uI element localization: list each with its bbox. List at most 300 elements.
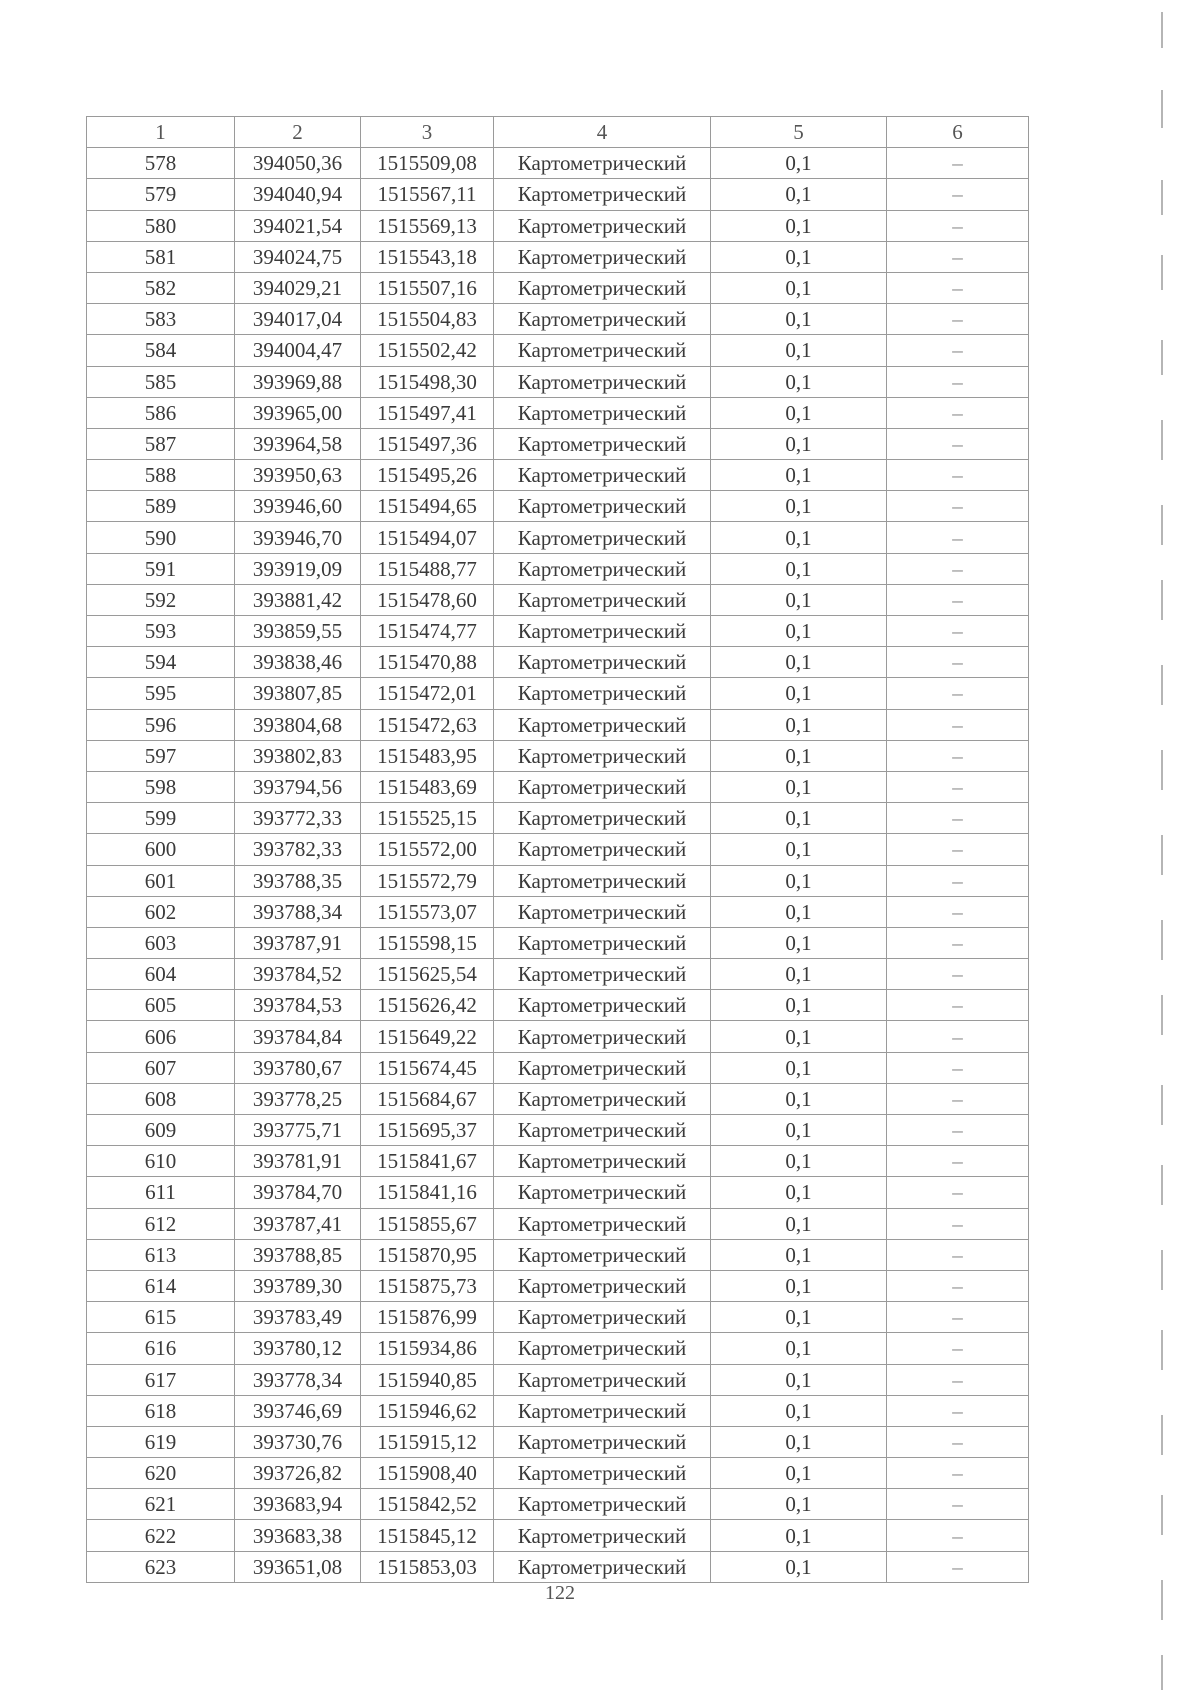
table-row bbox=[87, 491, 1029, 522]
table-cell: 598 bbox=[87, 771, 235, 802]
column-header: 4 bbox=[494, 117, 711, 148]
table-cell: 0,1 bbox=[711, 1270, 887, 1301]
table-cell: 1515934,86 bbox=[361, 1333, 494, 1364]
table-cell: 1515497,36 bbox=[361, 428, 494, 459]
table-cell: 1515842,52 bbox=[361, 1489, 494, 1520]
table-cell: Картометрический bbox=[494, 1208, 711, 1239]
table-cell: Картометрический bbox=[494, 1551, 711, 1582]
table-cell: 393780,67 bbox=[235, 1052, 361, 1083]
table-cell: 393778,34 bbox=[235, 1364, 361, 1395]
table-cell: – bbox=[887, 990, 1029, 1021]
table-cell: 393881,42 bbox=[235, 584, 361, 615]
table-cell: 582 bbox=[87, 272, 235, 303]
table-cell: – bbox=[887, 1426, 1029, 1457]
table-cell: Картометрический bbox=[494, 1364, 711, 1395]
table-cell: 613 bbox=[87, 1239, 235, 1270]
table-cell: 393794,56 bbox=[235, 771, 361, 802]
table-cell: – bbox=[887, 366, 1029, 397]
table-cell: 586 bbox=[87, 397, 235, 428]
table-cell: 393683,94 bbox=[235, 1489, 361, 1520]
table-cell: 618 bbox=[87, 1395, 235, 1426]
table-cell: 393788,85 bbox=[235, 1239, 361, 1270]
table-cell: 0,1 bbox=[711, 1083, 887, 1114]
table-cell: – bbox=[887, 647, 1029, 678]
table-cell: 393946,60 bbox=[235, 491, 361, 522]
table-cell: 578 bbox=[87, 148, 235, 179]
table-cell: 1515870,95 bbox=[361, 1239, 494, 1270]
table-cell: 1515915,12 bbox=[361, 1426, 494, 1457]
table-row bbox=[87, 1458, 1029, 1489]
table-cell: 393964,58 bbox=[235, 428, 361, 459]
table-cell: Картометрический bbox=[494, 896, 711, 927]
table-cell: 599 bbox=[87, 803, 235, 834]
table-cell: Картометрический bbox=[494, 1146, 711, 1177]
table-cell: Картометрический bbox=[494, 272, 711, 303]
table-cell: Картометрический bbox=[494, 803, 711, 834]
table-cell: 0,1 bbox=[711, 959, 887, 990]
table-cell: – bbox=[887, 491, 1029, 522]
table-cell: Картометрический bbox=[494, 460, 711, 491]
table-row bbox=[87, 428, 1029, 459]
table-cell: – bbox=[887, 584, 1029, 615]
table-cell: 591 bbox=[87, 553, 235, 584]
table-cell: – bbox=[887, 179, 1029, 210]
table-row bbox=[87, 366, 1029, 397]
table-cell: 1515946,62 bbox=[361, 1395, 494, 1426]
table-cell: 393746,69 bbox=[235, 1395, 361, 1426]
table-cell: 584 bbox=[87, 335, 235, 366]
table-cell: – bbox=[887, 1146, 1029, 1177]
table-cell: Картометрический bbox=[494, 1458, 711, 1489]
table-cell: 0,1 bbox=[711, 865, 887, 896]
table-cell: Картометрический bbox=[494, 428, 711, 459]
table-row bbox=[87, 1426, 1029, 1457]
table-row bbox=[87, 335, 1029, 366]
table-cell: Картометрический bbox=[494, 1333, 711, 1364]
table-cell: 393950,63 bbox=[235, 460, 361, 491]
table-cell: Картометрический bbox=[494, 616, 711, 647]
table-cell: 1515502,42 bbox=[361, 335, 494, 366]
table-cell: 0,1 bbox=[711, 272, 887, 303]
table-row bbox=[87, 927, 1029, 958]
table-cell: Картометрический bbox=[494, 1426, 711, 1457]
table-body bbox=[87, 148, 1029, 1583]
table-cell: 623 bbox=[87, 1551, 235, 1582]
table-cell: 394017,04 bbox=[235, 304, 361, 335]
table-cell: Картометрический bbox=[494, 647, 711, 678]
table-cell: 593 bbox=[87, 616, 235, 647]
table-cell: – bbox=[887, 1052, 1029, 1083]
table-row bbox=[87, 1520, 1029, 1551]
table-cell: 0,1 bbox=[711, 1364, 887, 1395]
table-cell: – bbox=[887, 1395, 1029, 1426]
table-row bbox=[87, 1146, 1029, 1177]
table-cell: 0,1 bbox=[711, 491, 887, 522]
table-cell: 600 bbox=[87, 834, 235, 865]
table-row bbox=[87, 522, 1029, 553]
table-cell: 579 bbox=[87, 179, 235, 210]
table-row bbox=[87, 553, 1029, 584]
table-cell: 1515504,83 bbox=[361, 304, 494, 335]
table-cell: 393772,33 bbox=[235, 803, 361, 834]
table-cell: 393651,08 bbox=[235, 1551, 361, 1582]
table-row bbox=[87, 1333, 1029, 1364]
column-header: 5 bbox=[711, 117, 887, 148]
table-cell: 393946,70 bbox=[235, 522, 361, 553]
table-cell: Картометрический bbox=[494, 179, 711, 210]
table-cell: 1515509,08 bbox=[361, 148, 494, 179]
table-cell: 0,1 bbox=[711, 1333, 887, 1364]
table-cell: 0,1 bbox=[711, 522, 887, 553]
table-row bbox=[87, 896, 1029, 927]
table-cell: 393784,52 bbox=[235, 959, 361, 990]
table-cell: Картометрический bbox=[494, 1489, 711, 1520]
table-row bbox=[87, 1302, 1029, 1333]
table-row bbox=[87, 460, 1029, 491]
table-cell: 0,1 bbox=[711, 896, 887, 927]
table-cell: 602 bbox=[87, 896, 235, 927]
table-cell: – bbox=[887, 740, 1029, 771]
table-cell: – bbox=[887, 1021, 1029, 1052]
table-cell: 596 bbox=[87, 709, 235, 740]
table-cell: Картометрический bbox=[494, 678, 711, 709]
table-cell: 1515478,60 bbox=[361, 584, 494, 615]
table-cell: 1515470,88 bbox=[361, 647, 494, 678]
table-cell: 609 bbox=[87, 1115, 235, 1146]
table-cell: Картометрический bbox=[494, 990, 711, 1021]
table-row bbox=[87, 148, 1029, 179]
table-row bbox=[87, 1364, 1029, 1395]
page-number: 122 bbox=[545, 1582, 575, 1604]
table-cell: 1515497,41 bbox=[361, 397, 494, 428]
table-cell: 393789,30 bbox=[235, 1270, 361, 1301]
table-row bbox=[87, 1177, 1029, 1208]
table-cell: 393730,76 bbox=[235, 1426, 361, 1457]
table-row bbox=[87, 709, 1029, 740]
table-cell: 393726,82 bbox=[235, 1458, 361, 1489]
table-cell: 608 bbox=[87, 1083, 235, 1114]
table-cell: Картометрический bbox=[494, 1270, 711, 1301]
table-cell: 0,1 bbox=[711, 1146, 887, 1177]
table-cell: 1515573,07 bbox=[361, 896, 494, 927]
table-cell: 393781,91 bbox=[235, 1146, 361, 1177]
table-cell: Картометрический bbox=[494, 709, 711, 740]
table-cell: Картометрический bbox=[494, 1177, 711, 1208]
table-cell: 1515855,67 bbox=[361, 1208, 494, 1239]
table-cell: Картометрический bbox=[494, 927, 711, 958]
table-cell: 0,1 bbox=[711, 803, 887, 834]
table-cell: 1515940,85 bbox=[361, 1364, 494, 1395]
table-cell: Картометрический bbox=[494, 1083, 711, 1114]
table-cell: Картометрический bbox=[494, 584, 711, 615]
table-cell: 393807,85 bbox=[235, 678, 361, 709]
table-cell: 393965,00 bbox=[235, 397, 361, 428]
table-cell: 588 bbox=[87, 460, 235, 491]
table-cell: – bbox=[887, 896, 1029, 927]
table-cell: Картометрический bbox=[494, 771, 711, 802]
table-cell: 0,1 bbox=[711, 428, 887, 459]
table-cell: 1515841,16 bbox=[361, 1177, 494, 1208]
table-cell: – bbox=[887, 210, 1029, 241]
table-cell: 1515572,00 bbox=[361, 834, 494, 865]
table-cell: 580 bbox=[87, 210, 235, 241]
table-cell: – bbox=[887, 1177, 1029, 1208]
table-cell: 0,1 bbox=[711, 241, 887, 272]
table-row bbox=[87, 616, 1029, 647]
table-cell: 393788,35 bbox=[235, 865, 361, 896]
table-row bbox=[87, 1395, 1029, 1426]
table-cell: 1515494,07 bbox=[361, 522, 494, 553]
table-cell: – bbox=[887, 1239, 1029, 1270]
table-cell: 0,1 bbox=[711, 1208, 887, 1239]
table-cell: 583 bbox=[87, 304, 235, 335]
table-cell: 393782,33 bbox=[235, 834, 361, 865]
table-row bbox=[87, 803, 1029, 834]
table-cell: 393787,41 bbox=[235, 1208, 361, 1239]
table-cell: 0,1 bbox=[711, 148, 887, 179]
table-cell: – bbox=[887, 241, 1029, 272]
table-cell: 393683,38 bbox=[235, 1520, 361, 1551]
table-cell: – bbox=[887, 522, 1029, 553]
table-cell: 393787,91 bbox=[235, 927, 361, 958]
table-cell: Картометрический bbox=[494, 740, 711, 771]
table-cell: 0,1 bbox=[711, 927, 887, 958]
table-cell: 0,1 bbox=[711, 1551, 887, 1582]
table-row bbox=[87, 1551, 1029, 1582]
table-cell: 0,1 bbox=[711, 740, 887, 771]
table-cell: – bbox=[887, 304, 1029, 335]
table-cell: 617 bbox=[87, 1364, 235, 1395]
table-cell: – bbox=[887, 553, 1029, 584]
table-cell: 615 bbox=[87, 1302, 235, 1333]
table-cell: 601 bbox=[87, 865, 235, 896]
table-cell: – bbox=[887, 959, 1029, 990]
table-cell: 1515543,18 bbox=[361, 241, 494, 272]
table-cell: 0,1 bbox=[711, 1021, 887, 1052]
table-cell: 1515507,16 bbox=[361, 272, 494, 303]
table-cell: 1515569,13 bbox=[361, 210, 494, 241]
table-cell: 597 bbox=[87, 740, 235, 771]
table-cell: 393775,71 bbox=[235, 1115, 361, 1146]
table-cell: 1515488,77 bbox=[361, 553, 494, 584]
table-cell: – bbox=[887, 1302, 1029, 1333]
table-row bbox=[87, 241, 1029, 272]
table-cell: 0,1 bbox=[711, 1115, 887, 1146]
table-cell: 620 bbox=[87, 1458, 235, 1489]
column-header: 2 bbox=[235, 117, 361, 148]
table-row bbox=[87, 959, 1029, 990]
table-row bbox=[87, 990, 1029, 1021]
table-cell: 1515908,40 bbox=[361, 1458, 494, 1489]
table-cell: 393919,09 bbox=[235, 553, 361, 584]
table-cell: 0,1 bbox=[711, 771, 887, 802]
table-cell: 0,1 bbox=[711, 553, 887, 584]
table-cell: 394004,47 bbox=[235, 335, 361, 366]
table-cell: 1515498,30 bbox=[361, 366, 494, 397]
table-cell: 393780,12 bbox=[235, 1333, 361, 1364]
table-cell: Картометрический bbox=[494, 1395, 711, 1426]
table-cell: 393778,25 bbox=[235, 1083, 361, 1114]
table-cell: 394040,94 bbox=[235, 179, 361, 210]
table-cell: 394024,75 bbox=[235, 241, 361, 272]
table-cell: Картометрический bbox=[494, 522, 711, 553]
table-cell: 1515626,42 bbox=[361, 990, 494, 1021]
table-cell: 1515495,26 bbox=[361, 460, 494, 491]
table-cell: 590 bbox=[87, 522, 235, 553]
table-cell: Картометрический bbox=[494, 959, 711, 990]
column-header: 6 bbox=[887, 117, 1029, 148]
table-cell: 0,1 bbox=[711, 210, 887, 241]
table-cell: 614 bbox=[87, 1270, 235, 1301]
table-cell: 394050,36 bbox=[235, 148, 361, 179]
table-cell: 611 bbox=[87, 1177, 235, 1208]
table-cell: 1515841,67 bbox=[361, 1146, 494, 1177]
table-row bbox=[87, 1115, 1029, 1146]
table-row bbox=[87, 771, 1029, 802]
table-cell: – bbox=[887, 1208, 1029, 1239]
table-cell: – bbox=[887, 1364, 1029, 1395]
table-cell: 0,1 bbox=[711, 616, 887, 647]
table-cell: 393838,46 bbox=[235, 647, 361, 678]
scan-edge-marks bbox=[1150, 0, 1190, 1698]
column-header: 1 bbox=[87, 117, 235, 148]
table-cell: – bbox=[887, 1270, 1029, 1301]
table-row bbox=[87, 1208, 1029, 1239]
table-cell: 1515572,79 bbox=[361, 865, 494, 896]
table-cell: 0,1 bbox=[711, 1458, 887, 1489]
table-cell: – bbox=[887, 709, 1029, 740]
table-cell: 581 bbox=[87, 241, 235, 272]
table-cell: 0,1 bbox=[711, 1426, 887, 1457]
table-cell: 393784,70 bbox=[235, 1177, 361, 1208]
table-cell: 1515649,22 bbox=[361, 1021, 494, 1052]
table-cell: 0,1 bbox=[711, 990, 887, 1021]
table-cell: 1515684,67 bbox=[361, 1083, 494, 1114]
table-cell: 0,1 bbox=[711, 647, 887, 678]
table-cell: – bbox=[887, 927, 1029, 958]
table-cell: 610 bbox=[87, 1146, 235, 1177]
table-cell: – bbox=[887, 1115, 1029, 1146]
table-row bbox=[87, 397, 1029, 428]
table-cell: 0,1 bbox=[711, 1052, 887, 1083]
table-cell: 604 bbox=[87, 959, 235, 990]
table-cell: 594 bbox=[87, 647, 235, 678]
table-cell: 1515845,12 bbox=[361, 1520, 494, 1551]
table-row bbox=[87, 179, 1029, 210]
table-cell: 1515474,77 bbox=[361, 616, 494, 647]
table-cell: 1515525,15 bbox=[361, 803, 494, 834]
table-cell: 1515625,54 bbox=[361, 959, 494, 990]
table-row bbox=[87, 304, 1029, 335]
table-cell: Картометрический bbox=[494, 397, 711, 428]
table-cell: 607 bbox=[87, 1052, 235, 1083]
table-cell: 1515853,03 bbox=[361, 1551, 494, 1582]
table-cell: – bbox=[887, 865, 1029, 896]
table-cell: 0,1 bbox=[711, 366, 887, 397]
table-cell: 393804,68 bbox=[235, 709, 361, 740]
table-cell: 612 bbox=[87, 1208, 235, 1239]
table-cell: 0,1 bbox=[711, 1520, 887, 1551]
table-cell: 0,1 bbox=[711, 1395, 887, 1426]
table-cell: Картометрический bbox=[494, 1021, 711, 1052]
table-cell: Картометрический bbox=[494, 1239, 711, 1270]
table-cell: Картометрический bbox=[494, 210, 711, 241]
table-cell: 1515875,73 bbox=[361, 1270, 494, 1301]
table-header-row bbox=[87, 117, 1029, 148]
table-cell: 0,1 bbox=[711, 834, 887, 865]
table-row bbox=[87, 1489, 1029, 1520]
table-row bbox=[87, 678, 1029, 709]
table-cell: 0,1 bbox=[711, 460, 887, 491]
table-cell: – bbox=[887, 1333, 1029, 1364]
table-cell: 0,1 bbox=[711, 397, 887, 428]
table-cell: 0,1 bbox=[711, 1239, 887, 1270]
table-cell: 1515483,69 bbox=[361, 771, 494, 802]
table-cell: 394021,54 bbox=[235, 210, 361, 241]
table-cell: 0,1 bbox=[711, 1177, 887, 1208]
table-cell: Картометрический bbox=[494, 491, 711, 522]
table-cell: 393783,49 bbox=[235, 1302, 361, 1333]
column-header: 3 bbox=[361, 117, 494, 148]
table-row bbox=[87, 647, 1029, 678]
table-row bbox=[87, 1021, 1029, 1052]
table-cell: – bbox=[887, 428, 1029, 459]
table-cell: 393969,88 bbox=[235, 366, 361, 397]
table-cell: 0,1 bbox=[711, 1489, 887, 1520]
table-cell: 394029,21 bbox=[235, 272, 361, 303]
table-cell: – bbox=[887, 678, 1029, 709]
table-cell: 393784,84 bbox=[235, 1021, 361, 1052]
table-row bbox=[87, 1270, 1029, 1301]
table-cell: 0,1 bbox=[711, 304, 887, 335]
table-cell: 1515483,95 bbox=[361, 740, 494, 771]
table-cell: Картометрический bbox=[494, 366, 711, 397]
table-cell: Картометрический bbox=[494, 148, 711, 179]
table-cell: – bbox=[887, 616, 1029, 647]
table-cell: 0,1 bbox=[711, 709, 887, 740]
table-cell: 585 bbox=[87, 366, 235, 397]
table-cell: 621 bbox=[87, 1489, 235, 1520]
table-cell: 1515674,45 bbox=[361, 1052, 494, 1083]
table-cell: 616 bbox=[87, 1333, 235, 1364]
table-cell: – bbox=[887, 1458, 1029, 1489]
table-cell: – bbox=[887, 834, 1029, 865]
table-cell: – bbox=[887, 1083, 1029, 1114]
table-cell: 589 bbox=[87, 491, 235, 522]
table-row bbox=[87, 1239, 1029, 1270]
table-cell: 603 bbox=[87, 927, 235, 958]
table-cell: 1515472,63 bbox=[361, 709, 494, 740]
table-cell: 1515494,65 bbox=[361, 491, 494, 522]
table-cell: 1515567,11 bbox=[361, 179, 494, 210]
table-cell: – bbox=[887, 272, 1029, 303]
table-cell: 0,1 bbox=[711, 335, 887, 366]
table-row bbox=[87, 584, 1029, 615]
table-cell: Картометрический bbox=[494, 865, 711, 896]
table-cell: 393788,34 bbox=[235, 896, 361, 927]
table-cell: 0,1 bbox=[711, 179, 887, 210]
table-cell: 0,1 bbox=[711, 678, 887, 709]
table-row bbox=[87, 740, 1029, 771]
table-cell: 393859,55 bbox=[235, 616, 361, 647]
table-cell: Картометрический bbox=[494, 1115, 711, 1146]
table-cell: 1515695,37 bbox=[361, 1115, 494, 1146]
coordinates-table bbox=[86, 116, 1029, 1583]
table-cell: Картометрический bbox=[494, 304, 711, 335]
table-row bbox=[87, 1083, 1029, 1114]
table-cell: Картометрический bbox=[494, 1520, 711, 1551]
table-cell: – bbox=[887, 803, 1029, 834]
